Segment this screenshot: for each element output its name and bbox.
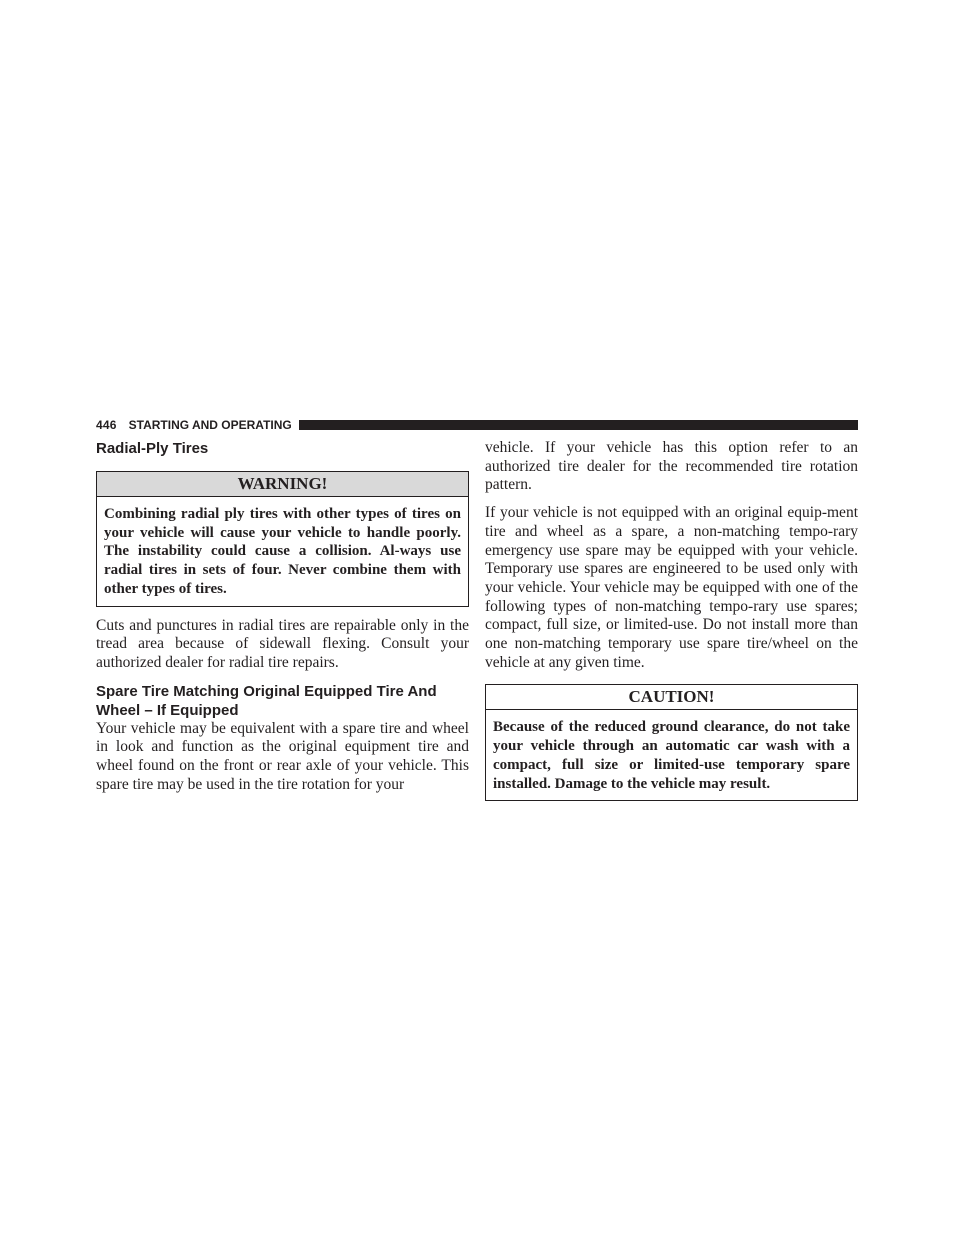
right-column <box>485 437 858 801</box>
header-rule <box>299 420 858 430</box>
page-header <box>96 418 858 432</box>
section-title: STARTING AND OPERATING <box>128 418 292 432</box>
caution-text: Because of the reduced ground clearance, do not take your vehicle through an automatic car wash with a compact, full size or limited-use temporary spare installed. Damage to the vehicle may result. <box>493 719 850 792</box>
warning-box <box>96 471 469 607</box>
paragraph-cuts-punctures: Cuts and punctures in radial tires are repairable only in the tread area because of sidewall flexing. Consult your authorized dealer for radial tire repairs. <box>96 616 469 671</box>
warning-text: Combining radial ply tires with other types of tires on your vehicle will cause your vehicle to handle poorly. The instability could cause a collision. Al-ways use radial tires in sets of four. Never combine them with other types of tires. <box>104 506 461 597</box>
paragraph-non-matching-spare: If your vehicle is not equipped with an original equip-ment tire and wheel as a spare, a non-matching tempo-rary emergency use spare may be equipped with your vehicle. Temporary use spares are engineered to be used only with your vehicle. Your vehicle may be equipped with one of the following types of non-matching tempo-rary use spares; compact, full size, or limited-use. Do not install more than one non-matching temporary use spare tire/wheel on the vehicle at any given time. <box>485 504 858 671</box>
paragraph-spare-equivalent: Your vehicle may be equivalent with a spare tire and wheel in look and function as the original equipment tire and wheel found on the front or rear axle of your vehicle. This spare tire may be used in the tire rotation for your <box>96 719 469 793</box>
heading-radial-ply-tires: Radial-Ply Tires <box>96 440 209 457</box>
paragraph-rotation-continued: vehicle. If your vehicle has this option refer to an authorized tire dealer for the recommended tire rotation pattern. <box>485 439 858 494</box>
warning-title: WARNING! <box>97 472 468 497</box>
caution-title: CAUTION! <box>486 685 857 710</box>
heading-spare-tire-matching: Spare Tire Matching Original Equipped Tire And Wheel – If Equipped <box>96 682 437 719</box>
caution-box <box>485 684 858 801</box>
left-column <box>96 437 469 794</box>
page-number: 446 <box>96 418 117 432</box>
